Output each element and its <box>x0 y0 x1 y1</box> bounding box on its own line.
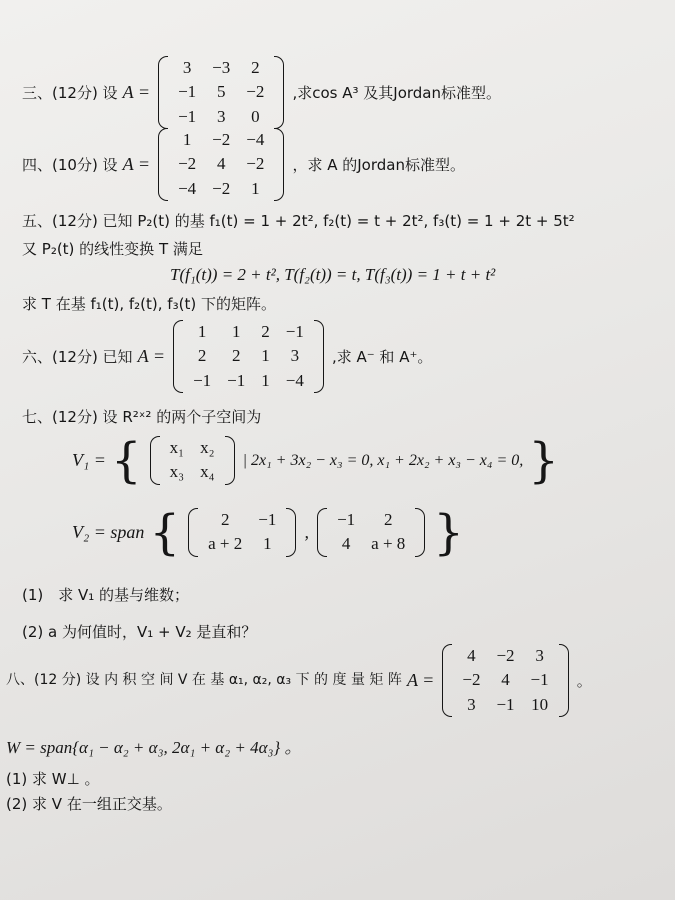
q3-prefix: 三、(12分) 设 <box>22 83 118 102</box>
matrix-cell: 4 <box>501 670 510 690</box>
matrix-cell: 3 <box>290 346 300 366</box>
q6-lhs: A = <box>137 345 165 366</box>
q8-matrix <box>442 644 568 717</box>
question-8 <box>6 644 592 717</box>
matrix-row <box>170 177 272 201</box>
matrix-cell: 1 <box>197 322 207 341</box>
matrix-cell: −1 <box>178 82 197 102</box>
q4-prefix: 四、(10分) 设 <box>22 155 118 174</box>
matrix-cell: 3 <box>467 694 476 714</box>
q6-prefix: 六、(12分) 已知 <box>22 347 133 366</box>
matrix-cell: 2 <box>197 346 207 366</box>
q4-lhs: A = <box>122 153 150 174</box>
left-brace-icon: { <box>149 504 181 561</box>
matrix-row <box>454 668 556 692</box>
matrix-cell: 3 <box>216 106 226 126</box>
matrix-cell: −4 <box>285 370 304 390</box>
q3-suffix: ,求cos A³ 及其Jordan标准型。 <box>292 83 501 102</box>
matrix-cell: 4 <box>341 534 351 554</box>
matrix-cell: −2 <box>496 646 515 665</box>
matrix-cell: 1 <box>261 370 270 390</box>
matrix-cell: −1 <box>285 322 304 341</box>
matrix-cell: 1 <box>251 178 260 198</box>
q5-line3: 求 T 在基 f₁(t), f₂(t), f₃(t) 下的矩阵。 <box>22 295 276 313</box>
matrix-cell: −1 <box>496 694 515 714</box>
q5-equation: T(f₁(t)) = 2 + t², T(f₂(t)) = t, T(f₃(t)) = 1 + t + t² <box>170 265 496 284</box>
matrix-row <box>200 508 284 532</box>
q7-v1 <box>72 432 559 489</box>
question-6 <box>22 320 432 393</box>
matrix-row <box>162 436 223 460</box>
matrix-row <box>170 80 272 104</box>
q7-v2-sep: , <box>304 521 309 542</box>
q7-v2-matrix-2 <box>317 508 425 557</box>
matrix-cell: −2 <box>246 154 265 174</box>
q4-suffix: ，求 A 的Jordan标准型。 <box>292 155 465 174</box>
q7-v1-lhs: V₁ = <box>72 449 106 470</box>
q7-v2-lhs: V₂ = span <box>72 521 145 542</box>
q8-lhs: A = <box>406 669 435 690</box>
question-4 <box>22 128 465 201</box>
matrix-cell: −4 <box>246 130 265 149</box>
matrix-cell: 1 <box>182 130 192 149</box>
matrix-cell: 2 <box>220 510 230 529</box>
matrix-cell: −3 <box>212 58 231 77</box>
matrix-cell: x₂ <box>200 438 215 457</box>
matrix-cell: x₁ <box>169 438 185 457</box>
matrix-row <box>170 56 272 80</box>
q8-w-def: W = span{α₁ − α₂ + α₃, 2α₁ + α₂ + 4α₃} 。 <box>6 738 302 757</box>
matrix-row <box>162 460 223 484</box>
matrix-cell: 1 <box>261 346 270 366</box>
matrix-cell: −2 <box>462 670 481 690</box>
matrix-cell: 1 <box>231 322 241 341</box>
matrix-cell: −4 <box>178 178 197 198</box>
matrix-row <box>185 369 312 393</box>
matrix-cell: a + 8 <box>371 534 406 554</box>
matrix-row <box>170 105 272 129</box>
q6-suffix: ,求 A⁻ 和 A⁺。 <box>331 347 433 366</box>
question-3 <box>22 56 501 129</box>
matrix-cell: x₃ <box>169 462 185 482</box>
matrix-cell: 4 <box>467 646 476 665</box>
q3-lhs: A = <box>122 81 150 102</box>
q5-line1: 五、(12分) 已知 P₂(t) 的基 f₁(t) = 1 + 2t², f₂(t) = t + 2t², f₃(t) = 1 + 2t + 5t² <box>22 212 575 230</box>
matrix-cell: −2 <box>178 154 197 174</box>
matrix-row <box>454 693 556 717</box>
matrix-row <box>329 508 413 532</box>
matrix-cell: 3 <box>182 58 192 77</box>
matrix-cell: 0 <box>251 106 260 126</box>
matrix-cell: −1 <box>258 510 277 529</box>
matrix-cell: 4 <box>216 154 226 174</box>
matrix-cell: 2 <box>231 346 241 366</box>
right-brace-icon: } <box>433 504 464 561</box>
q7-v1-matrix <box>150 436 235 485</box>
matrix-cell: 2 <box>383 510 393 529</box>
matrix-cell: a + 2 <box>208 534 243 554</box>
matrix-row <box>185 320 312 344</box>
matrix-cell: 2 <box>261 322 270 341</box>
q7-sub1: (1) 求 V₁ 的基与维数； <box>22 586 190 604</box>
q7-heading: 七、(12分) 设 R²ˣ² 的两个子空间为 <box>22 408 262 426</box>
q7-sub2: (2) a 为何值时，V₁ + V₂ 是直和？ <box>22 623 257 641</box>
matrix-row <box>454 644 556 668</box>
right-brace-icon: } <box>528 432 559 489</box>
matrix-row <box>185 344 312 368</box>
matrix-row <box>170 128 272 152</box>
q6-matrix <box>173 320 324 393</box>
matrix-cell: 2 <box>251 58 260 77</box>
q8-sub2: (2) 求 V 在一组正交基。 <box>6 795 172 813</box>
left-brace-icon: { <box>111 432 142 489</box>
q8-prefix: 八、(12 分) 设 内 积 空 间 V 在 基 α₁, α₂, α₃ 下 的 度 量 矩 阵 <box>6 672 402 689</box>
q8-sub1: (1) 求 W⊥ 。 <box>6 770 100 788</box>
matrix-row <box>200 532 284 556</box>
matrix-row <box>329 532 413 556</box>
matrix-cell: 10 <box>531 694 549 714</box>
matrix-cell: −2 <box>212 178 231 198</box>
q5-line2: 又 P₂(t) 的线性变换 T 满足 <box>22 240 203 258</box>
q7-v2 <box>72 504 464 561</box>
matrix-cell: −2 <box>212 130 231 149</box>
matrix-cell: −1 <box>193 370 212 390</box>
q8-suffix: 。 <box>576 671 592 690</box>
matrix-cell: 3 <box>535 646 544 665</box>
q3-matrix <box>158 56 284 129</box>
q7-v1-condition: | 2x₁ + 3x₂ − x₃ = 0, x₁ + 2x₂ + x₃ − x₄ = 0, <box>242 451 524 469</box>
q7-v2-matrix-1 <box>188 508 296 557</box>
matrix-cell: 5 <box>216 82 226 102</box>
matrix-cell: −2 <box>246 82 265 102</box>
matrix-cell: −1 <box>227 370 246 390</box>
matrix-cell: 1 <box>263 534 272 554</box>
matrix-cell: −1 <box>178 106 197 126</box>
matrix-cell: −1 <box>337 510 356 529</box>
matrix-row <box>170 152 272 176</box>
matrix-cell: −1 <box>530 670 549 690</box>
q4-matrix <box>158 128 284 201</box>
matrix-cell: x₄ <box>200 462 215 482</box>
